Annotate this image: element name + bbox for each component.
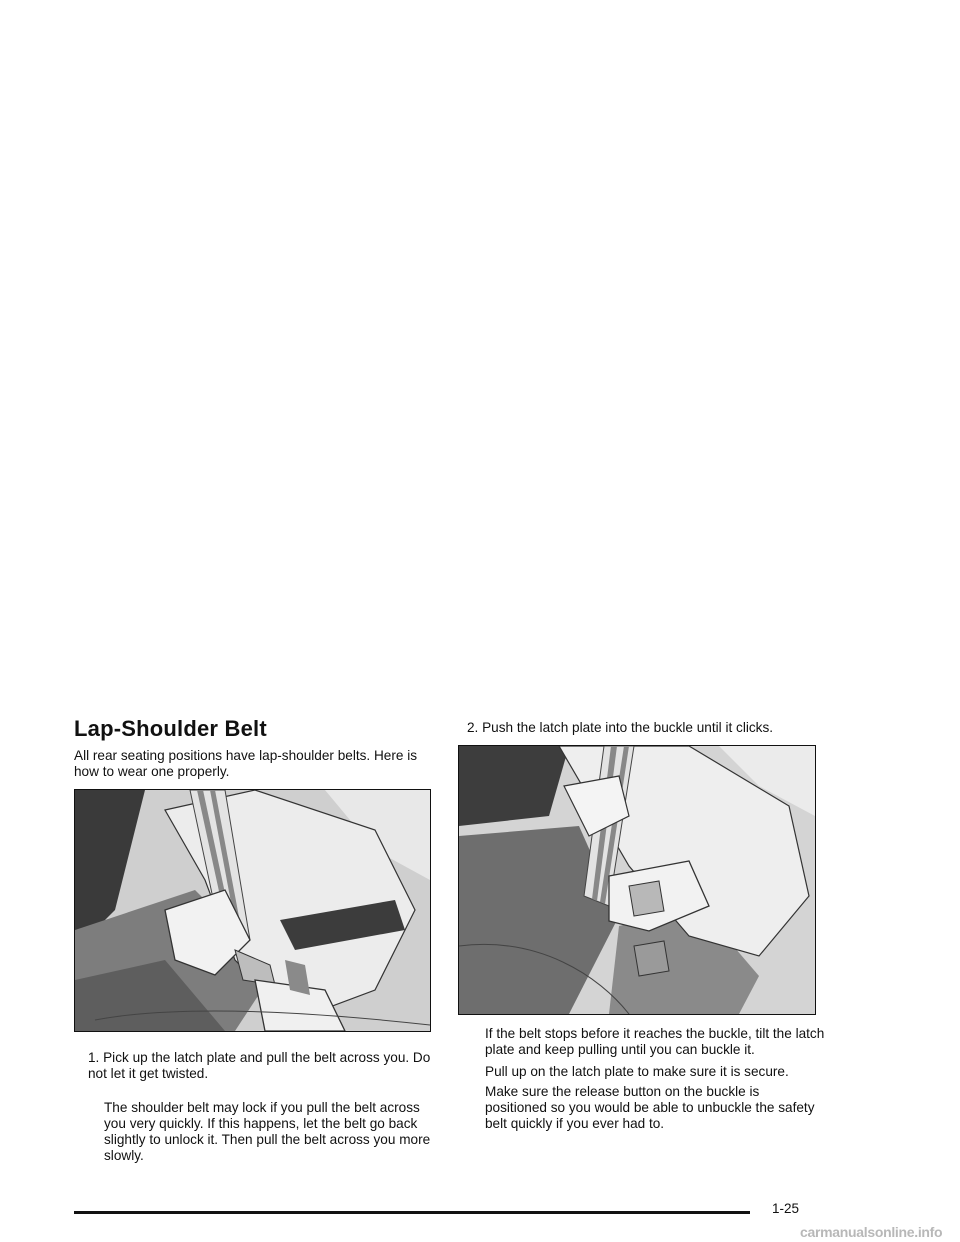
step-1-text: 1. Pick up the latch plate and pull the belt across you. Do not let it get twisted. [88, 1050, 431, 1081]
intro-paragraph: All rear seating positions have lap-shoulder belts. Here is how to wear one properly. [74, 748, 418, 779]
pull-belt-illustration [74, 789, 431, 1032]
step-2-note-release: Make sure the release button on the buckle is positioned so you would be able to unbuckle the safety belt quickly if you ever had to. [485, 1084, 815, 1131]
section-title: Lap-Shoulder Belt [74, 716, 267, 741]
step-2-note-tilt: If the belt stops before it reaches the buckle, tilt the latch plate and keep pulling until you can buckle it. [485, 1026, 825, 1057]
step-1-note: The shoulder belt may lock if you pull the belt across you very quickly. If this happens, let the belt go back slightly to unlock it. Then pull the belt across you more slowly. [104, 1100, 431, 1163]
step-2-text: 2. Push the latch plate into the buckle until it clicks. [467, 720, 774, 735]
buckle-belt-illustration [458, 745, 816, 1015]
watermark: carmanualsonline.info [800, 1224, 943, 1240]
step-2-note-secure: Pull up on the latch plate to make sure it is secure. [485, 1064, 789, 1079]
footer-rule [74, 1211, 750, 1214]
page-number: 1-25 [772, 1201, 800, 1216]
